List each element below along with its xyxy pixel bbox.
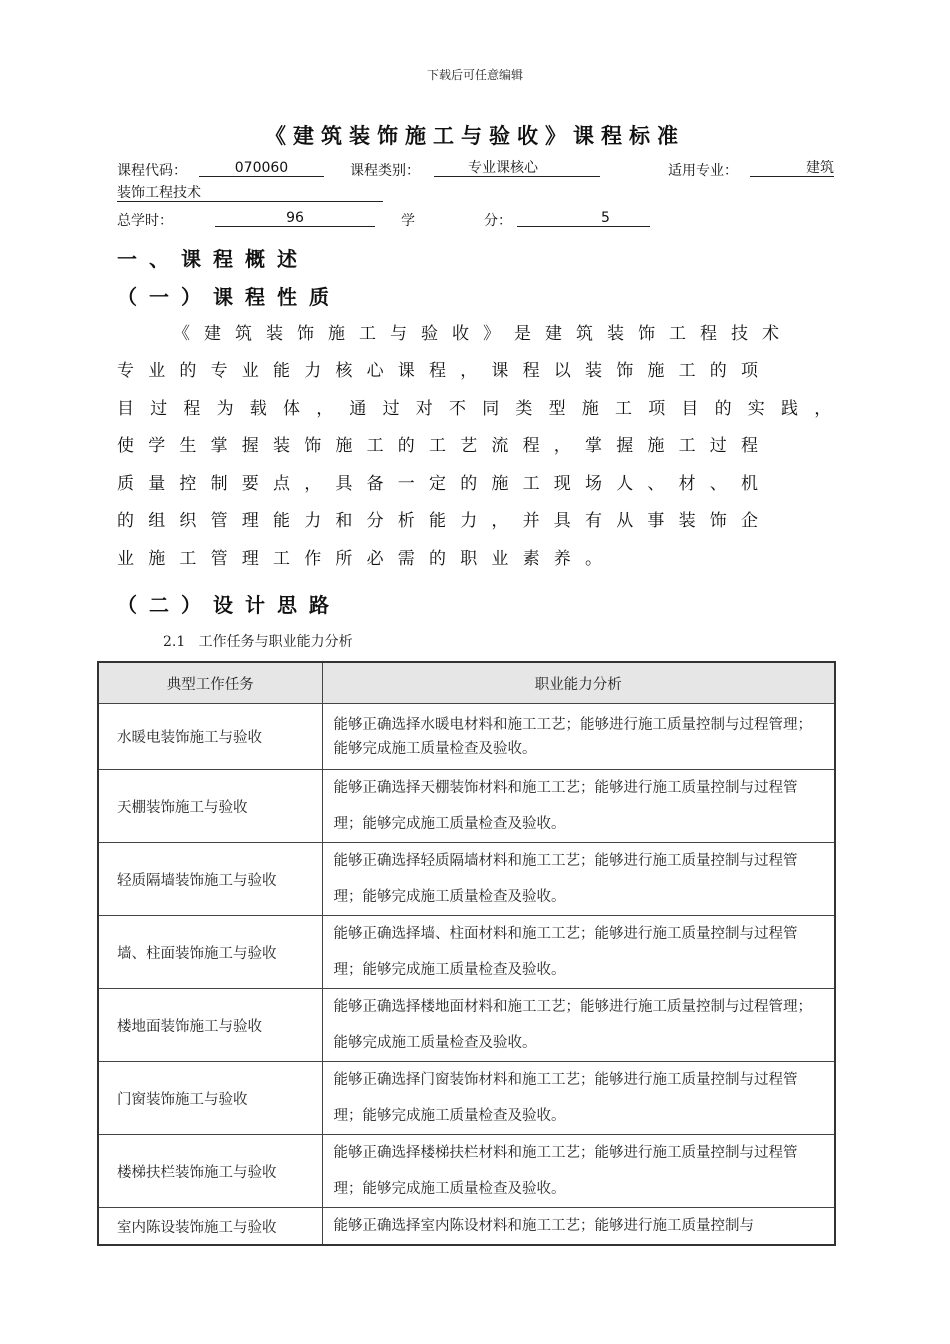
table-cell-task: 墙、柱面装饰施工与验收 [98,916,322,989]
table-row [98,704,835,770]
paragraph-text-3: 目过程为载体，通过对不同类型施工项目的实践， [117,399,848,419]
table-row [98,1135,835,1208]
table-cell-task: 楼地面装饰施工与验收 [98,989,322,1062]
table-cell-analysis: 能够正确选择轻质隔墙材料和施工工艺；能够进行施工质量控制与过程管理；能够完成施工质量检查及验收。 [322,843,835,916]
paragraph-line-1 [173,319,852,344]
table-row [98,1062,835,1135]
paragraph-line-4 [117,431,852,456]
paragraph-text-6: 的组织管理能力和分析能力，并具有从事装饰企 [117,511,773,531]
table-cell-task: 水暖电装饰施工与验收 [98,704,322,770]
paragraph-text-7: 业施工管理工作所必需的职业素养。 [117,549,617,569]
paragraph-line-2 [117,356,852,381]
section-heading-overview: 一、课程概述 [117,247,309,271]
table-row [98,1208,835,1246]
credit-label-2: 分： [484,213,512,229]
table-cell-analysis: 能够正确选择天棚装饰材料和施工工艺；能够进行施工质量控制与过程管理；能够完成施工质量检查及验收。 [322,770,835,843]
paragraph-line-7 [117,544,852,569]
section-heading-nature: （一）课程性质 [117,285,341,309]
credit-label-1: 学 [401,213,415,229]
table-row [98,843,835,916]
table-cell-analysis: 能够正确选择水暖电材料和施工工艺；能够进行施工质量控制与过程管理；能够完成施工质量检查及验收。 [322,704,835,770]
paragraph-line-5 [117,469,852,494]
hours-value: 96 [215,210,375,227]
page-title: 《建筑装饰施工与验收》课程标准 [265,124,685,148]
major-value-part1: 建筑 [750,160,834,177]
credit-value-text: 5 [601,210,610,226]
course-type-text: 专业课核心 [468,160,538,176]
major-label: 适用专业： [668,163,738,179]
table-cell-task: 天棚装饰施工与验收 [98,770,322,843]
table-cell-analysis: 能够正确选择门窗装饰材料和施工工艺；能够进行施工质量控制与过程管理；能够完成施工质量检查及验收。 [322,1062,835,1135]
course-code-value: 070060 [199,160,324,177]
credit-value [517,210,650,227]
table-header-row [98,662,835,704]
table-row [98,770,835,843]
paragraph-line-6 [117,506,852,531]
header-note: 下载后可任意编辑 [426,68,523,82]
table-row [98,916,835,989]
paragraph-text-2: 专业的专业能力核心课程，课程以装饰施工的项 [117,361,773,381]
paragraph-text-5: 质量控制要点，具备一定的施工现场人、材、机 [117,474,773,494]
table-cell-task: 门窗装饰施工与验收 [98,1062,322,1135]
table-header-task: 典型工作任务 [98,662,322,704]
course-type-value [434,160,600,177]
paragraph-line-3 [117,394,852,419]
table-header-analysis: 职业能力分析 [322,662,835,704]
course-code-label: 课程代码： [117,163,187,179]
course-type-label: 课程类别： [350,163,420,179]
major-value-part2: 装饰工程技术 [117,185,383,202]
table-cell-analysis: 能够正确选择楼梯扶栏材料和施工工艺；能够进行施工质量控制与过程管理；能够完成施工质量检查及验收。 [322,1135,835,1208]
section-heading-design: （二）设计思路 [117,593,341,617]
table-row [98,989,835,1062]
table-cell-analysis: 能够正确选择墙、柱面材料和施工工艺；能够进行施工质量控制与过程管理；能够完成施工质量检查及验收。 [322,916,835,989]
table-cell-task: 楼梯扶栏装饰施工与验收 [98,1135,322,1208]
hours-label: 总学时： [117,213,173,229]
table-cell-task: 轻质隔墙装饰施工与验收 [98,843,322,916]
table-cell-analysis: 能够正确选择楼地面材料和施工工艺；能够进行施工质量控制与过程管理；能够完成施工质量检查及验收。 [322,989,835,1062]
paragraph-text-4: 使学生掌握装饰施工的工艺流程，掌握施工过程 [117,436,773,456]
task-analysis-table [97,661,836,1246]
table-cell-analysis: 能够正确选择室内陈设材料和施工工艺；能够进行施工质量控制与 [322,1208,835,1246]
subsection-title: 2.1 工作任务与职业能力分析 [163,634,353,650]
table-cell-task: 室内陈设装饰施工与验收 [98,1208,322,1246]
paragraph-text-1: 《建筑装饰施工与验收》是建筑装饰工程技术 [173,324,793,344]
